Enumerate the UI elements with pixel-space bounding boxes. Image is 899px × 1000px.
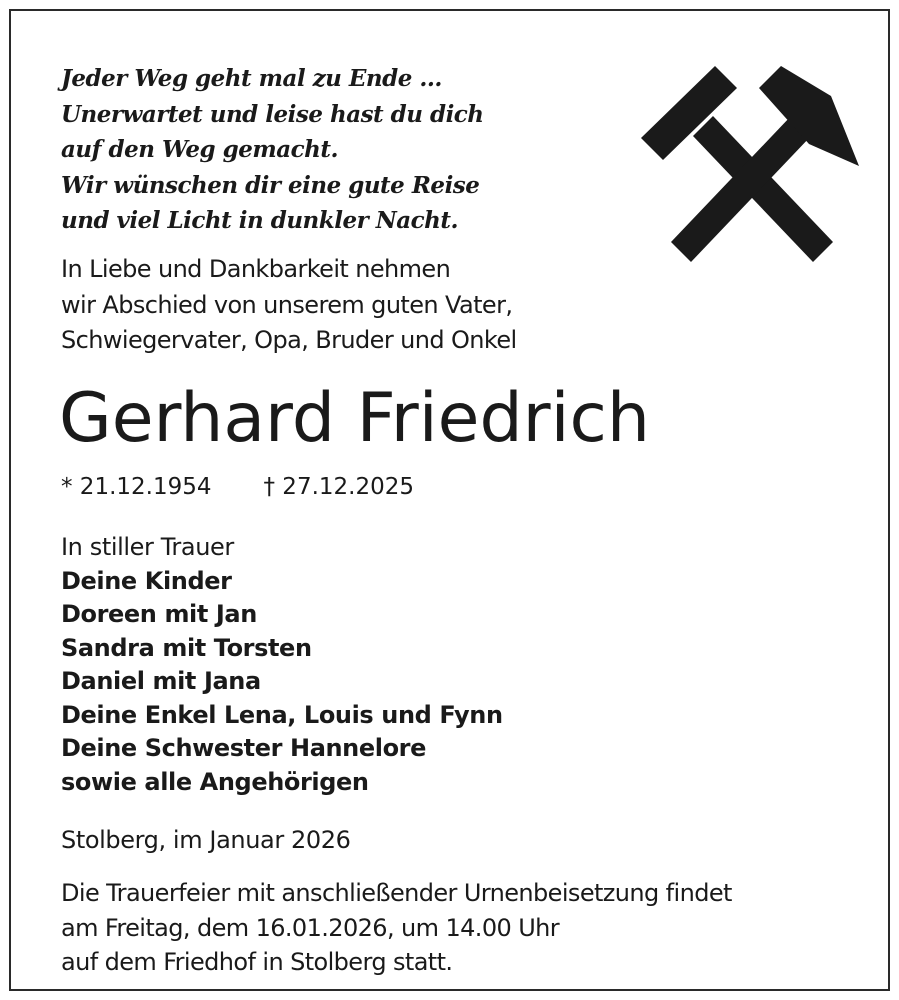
mourner-line: Doreen mit Jan [61, 600, 257, 628]
notice-line: am Freitag, dem 16.01.2026, um 14.00 Uhr [61, 913, 560, 942]
death-date: † 27.12.2025 [263, 474, 414, 500]
mourner-line: Deine Enkel Lena, Louis und Fynn [61, 700, 503, 729]
intro-text [61, 252, 517, 359]
intro-line: wir Abschied von unserem guten Vater, [61, 290, 513, 319]
hammer-and-pick-icon [641, 66, 863, 266]
mourners-list [61, 531, 503, 799]
mourner-line: sowie alle Angehörigen [61, 767, 369, 796]
mourner-line: Deine Schwester Hannelore [61, 734, 426, 762]
poem-line: auf den Weg gemacht. [61, 136, 338, 163]
mourner-line: Sandra mit Torsten [61, 633, 312, 662]
poem-line: Wir wünschen dir eine gute Reise [61, 171, 480, 199]
mourner-line: Deine Kinder [61, 566, 232, 595]
notice-line: auf dem Friedhof in Stolberg statt. [61, 948, 453, 976]
funeral-notice [61, 876, 732, 980]
mourner-line: Daniel mit Jana [61, 667, 261, 695]
life-dates [61, 471, 414, 503]
intro-line: Schwiegervater, Opa, Bruder und Onkel [61, 326, 517, 354]
mourning-lead: In stiller Trauer [61, 533, 234, 561]
intro-line: In Liebe und Dankbarkeit nehmen [61, 255, 451, 283]
place-date: Stolberg, im Januar 2026 [61, 826, 351, 854]
poem-line: Unerwartet und leise hast du dich [61, 100, 484, 128]
notice-line: Die Trauerfeier mit anschließender Urnenbeisetzung findet [61, 879, 732, 907]
poem-line: Jeder Weg geht mal zu Ende ... [61, 65, 442, 92]
birth-date: * 21.12.1954 [61, 474, 212, 500]
notice-frame [9, 9, 890, 991]
poem [61, 61, 484, 239]
deceased-name: Gerhard Friedrich [59, 379, 650, 458]
poem-line: und viel Licht in dunkler Nacht. [61, 207, 458, 234]
